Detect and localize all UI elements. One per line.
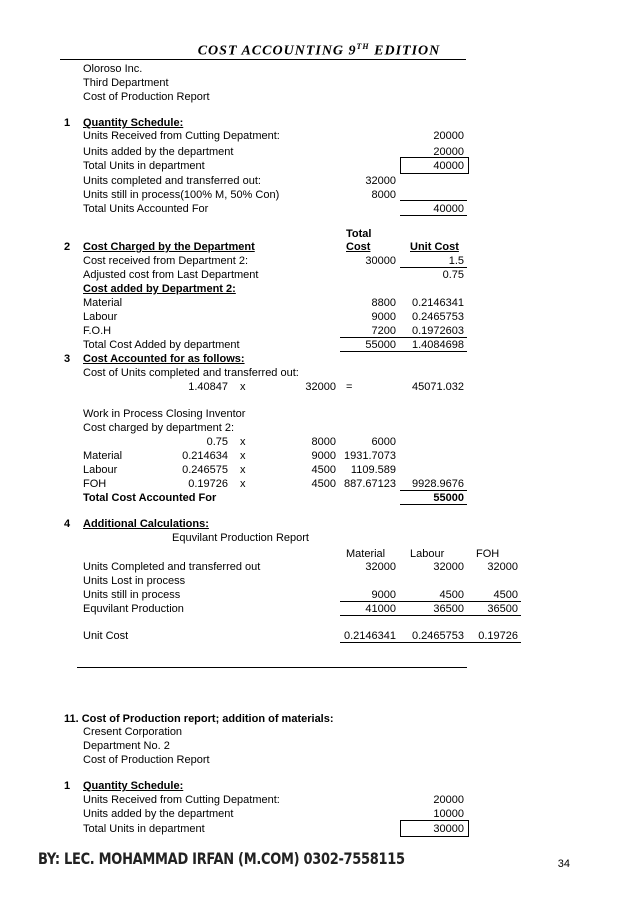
cost-charged-heading: Cost Charged by the Department: [83, 241, 255, 253]
calc-result: 45071.032: [412, 381, 464, 393]
wip-rate: 0.19726: [188, 478, 228, 490]
item-number: 1: [64, 780, 71, 792]
calc-units: 32000: [305, 381, 336, 393]
cost-unit: 0.2146341: [412, 297, 464, 309]
rule: [340, 337, 467, 338]
qs-label: Units Received from Cutting Depatment:: [83, 794, 280, 806]
cost-label: Material: [83, 297, 123, 309]
col-cost: Cost: [346, 241, 371, 253]
item-number: 4: [64, 518, 71, 530]
qs-label: Units completed and transferred out:: [83, 175, 261, 187]
qs-value: 40000: [433, 160, 464, 172]
qs-value: 20000: [433, 130, 464, 142]
cost-label: Work in Process Closing Inventor: [83, 408, 246, 420]
wip-units: 9000: [311, 450, 336, 462]
qs-label: Total Units in department: [83, 823, 205, 835]
page-header: COST ACCOUNTING 9TH EDITION: [197, 42, 441, 59]
cost-total: 55000: [365, 339, 396, 351]
quantity-schedule-heading: Quantity Schedule:: [83, 117, 184, 129]
cost-unit: 0.75: [442, 269, 464, 281]
wip-units: 8000: [311, 436, 336, 448]
cost-unit: 1.5: [448, 255, 464, 267]
calc-equals: =: [346, 381, 353, 393]
wip-rate: 0.75: [206, 436, 228, 448]
wip-times: x: [240, 478, 246, 490]
col-unit-cost: Unit Cost: [410, 241, 459, 253]
report-title: Cost of Production Report: [83, 754, 210, 766]
cost-total: 30000: [365, 255, 396, 267]
wip-units: 4500: [311, 464, 336, 476]
eq-material: 41000: [365, 603, 396, 615]
eq-material: 0.2146341: [344, 630, 396, 642]
wip-times: x: [240, 464, 246, 476]
qs-value: 20000: [433, 146, 464, 158]
col-foh: FOH: [476, 548, 500, 560]
eq-labour: 0.2465753: [412, 630, 464, 642]
eq-foh: 36500: [487, 603, 518, 615]
cost-label: Cost charged by department 2:: [83, 422, 235, 434]
cost-label: Total Cost Added by department: [83, 339, 240, 351]
problem-title: 11. Cost of Production report; addition of materials:: [64, 713, 334, 725]
cost-total: 9000: [371, 311, 396, 323]
wip-amount: 1109.589: [350, 464, 396, 476]
col-total: Total: [346, 228, 372, 240]
rule: [400, 490, 467, 491]
eq-label: Equvilant Production: [83, 603, 184, 615]
wip-units: 4500: [311, 478, 336, 490]
qs-value: 10000: [433, 808, 464, 820]
eq-foh: 4500: [493, 589, 518, 601]
item-number: 1: [64, 117, 71, 129]
cost-accounted-heading: Cost Accounted for as follows:: [83, 353, 245, 365]
cost-label: Labour: [83, 311, 118, 323]
qs-label: Total Units in department: [83, 160, 205, 172]
eq-label: Units still in process: [83, 589, 181, 601]
wip-label: Material: [83, 450, 123, 462]
wip-rate: 0.246575: [182, 464, 228, 476]
cost-unit: 0.1972603: [412, 325, 464, 337]
wip-amount: 887.67123: [344, 478, 396, 490]
rule: [340, 601, 521, 602]
qs-label: Units added by the department: [83, 146, 234, 158]
calc-rate: 1.40847: [188, 381, 228, 393]
calc-times: x: [240, 381, 246, 393]
wip-rate: 0.214634: [182, 450, 228, 462]
wip-label: FOH: [83, 478, 107, 490]
cost-label: Cost received from Department 2:: [83, 255, 249, 267]
col-material: Material: [346, 548, 386, 560]
cost-unit: 0.2465753: [412, 311, 464, 323]
cost-label: Cost of Units completed and transferred out:: [83, 367, 299, 379]
eq-report-title: Equvilant Production Report: [172, 532, 309, 544]
rule: [400, 267, 467, 268]
qs-value: 8000: [371, 189, 396, 201]
eq-material: 32000: [365, 561, 396, 573]
eq-label: Units Completed and transferred out: [83, 561, 261, 573]
wip-amount: 6000: [371, 436, 396, 448]
company-name: Oloroso Inc.: [83, 63, 143, 75]
cost-unit: 1.4084698: [412, 339, 464, 351]
cost-added-heading: Cost added by Department 2:: [83, 283, 236, 295]
rule: [340, 615, 521, 616]
qs-label: Units still in process(100% M, 50% Con): [83, 189, 280, 201]
eq-labour: 32000: [433, 561, 464, 573]
eq-foh: 32000: [487, 561, 518, 573]
qs-value: 40000: [433, 203, 464, 215]
wip-amount: 1931.7073: [344, 450, 396, 462]
additional-calculations-heading: Additional Calculations:: [83, 518, 209, 530]
cost-label: F.O.H: [83, 325, 112, 337]
header-rule: [60, 59, 466, 60]
wip-times: x: [240, 436, 246, 448]
author-footer: BY: LEC. MOHAMMAD IRFAN (M.COM) 0302-7558115: [38, 850, 405, 869]
report-title: Cost of Production Report: [83, 91, 210, 103]
item-number: 2: [64, 241, 71, 253]
item-number: 3: [64, 353, 71, 365]
department-name: Third Department: [83, 77, 169, 89]
eq-material: 9000: [371, 589, 396, 601]
rule: [400, 504, 467, 505]
qs-value: 20000: [433, 794, 464, 806]
total-cost-accounted-value: 55000: [433, 492, 464, 504]
rule: [340, 642, 521, 643]
col-labour: Labour: [410, 548, 445, 560]
wip-total: 9928.9676: [412, 478, 464, 490]
eq-label: Unit Cost: [83, 630, 129, 642]
qs-label: Total Units Accounted For: [83, 203, 209, 215]
qs-value: 32000: [365, 175, 396, 187]
eq-labour: 4500: [439, 589, 464, 601]
rule: [400, 215, 467, 216]
page-number: 34: [557, 858, 570, 870]
cost-total: 8800: [371, 297, 396, 309]
total-cost-accounted-label: Total Cost Accounted For: [83, 492, 217, 504]
eq-foh: 0.19726: [478, 630, 518, 642]
qs-value: 30000: [433, 823, 464, 835]
company-name: Cresent Corporation: [83, 726, 183, 738]
cost-total: 7200: [371, 325, 396, 337]
qs-label: Units added by the department: [83, 808, 234, 820]
wip-times: x: [240, 450, 246, 462]
rule: [340, 351, 467, 352]
wip-label: Labour: [83, 464, 118, 476]
eq-labour: 36500: [433, 603, 464, 615]
eq-label: Units Lost in process: [83, 575, 186, 587]
department-name: Department No. 2: [83, 740, 170, 752]
qs-label: Units Received from Cutting Depatment:: [83, 130, 280, 142]
quantity-schedule-heading: Quantity Schedule:: [83, 780, 184, 792]
cost-label: Adjusted cost from Last Department: [83, 269, 259, 281]
rule: [400, 200, 467, 201]
section-divider: [77, 667, 467, 668]
